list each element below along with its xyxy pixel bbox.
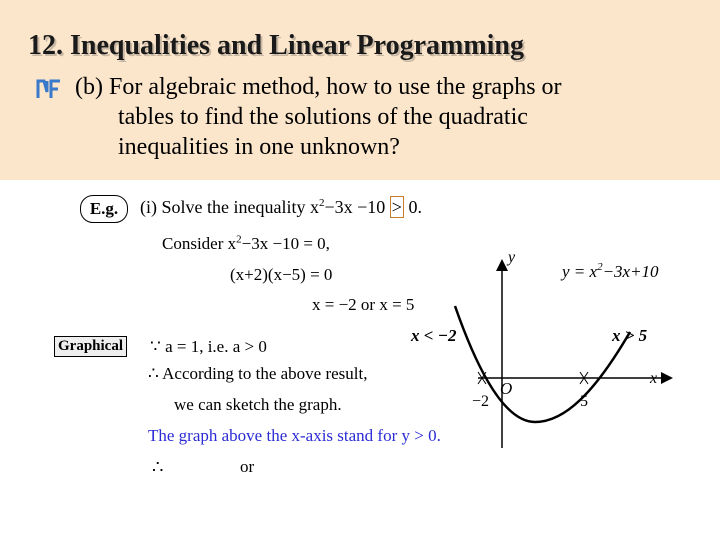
subtitle-line-2: tables to find the solutions of the quadratic bbox=[118, 104, 528, 130]
right-region-label: x > 5 bbox=[612, 326, 648, 345]
curve-label bbox=[560, 261, 659, 281]
x-axis-label: x bbox=[650, 370, 658, 387]
example-badge: E.g. bbox=[80, 195, 128, 223]
root-right-label: 5 bbox=[580, 393, 588, 410]
consider-prefix: Consider x bbox=[162, 234, 237, 253]
sketch-line: we can sketch the graph. bbox=[174, 395, 342, 414]
question-end: 0. bbox=[408, 197, 422, 217]
root-left-label: −2 bbox=[472, 393, 490, 410]
curve-label-rest: −3x+10 bbox=[602, 262, 659, 281]
therefore-symbol: ∴ bbox=[152, 457, 164, 477]
subtitle-line-3: inequalities in one unknown? bbox=[118, 134, 400, 160]
left-region-label: x < −2 bbox=[411, 326, 457, 345]
question-prefix: (i) Solve the inequality x bbox=[140, 197, 319, 217]
roots-line: x = −2 or x = 5 bbox=[312, 295, 415, 314]
graphical-badge: Graphical bbox=[54, 336, 127, 357]
page-title: 12. Inequalities and Linear Programming bbox=[28, 30, 525, 61]
curve-label-prefix: y = x bbox=[562, 262, 598, 281]
subtitle-line-1: (b) For algebraic method, how to use the graphs or bbox=[75, 74, 562, 100]
because-line: ∵ a = 1, i.e. a > 0 bbox=[150, 337, 267, 356]
therefore-line: ∴ According to the above result, bbox=[148, 364, 368, 383]
factor-line: (x+2)(x−5) = 0 bbox=[230, 265, 333, 284]
question-mid: −3x −10 bbox=[324, 197, 386, 217]
curve-label-exponent: 2 bbox=[597, 261, 603, 273]
consider-rest: −3x −10 = 0, bbox=[241, 234, 330, 253]
inequality-sign: > bbox=[391, 197, 402, 217]
question-exponent: 2 bbox=[318, 197, 325, 209]
consider-exponent: 2 bbox=[236, 233, 242, 246]
graph-note: The graph above the x-axis stand for y > 0. bbox=[148, 426, 441, 445]
y-axis-label: y bbox=[508, 249, 516, 266]
origin-label: O bbox=[500, 379, 513, 398]
or-text: or bbox=[240, 457, 255, 476]
